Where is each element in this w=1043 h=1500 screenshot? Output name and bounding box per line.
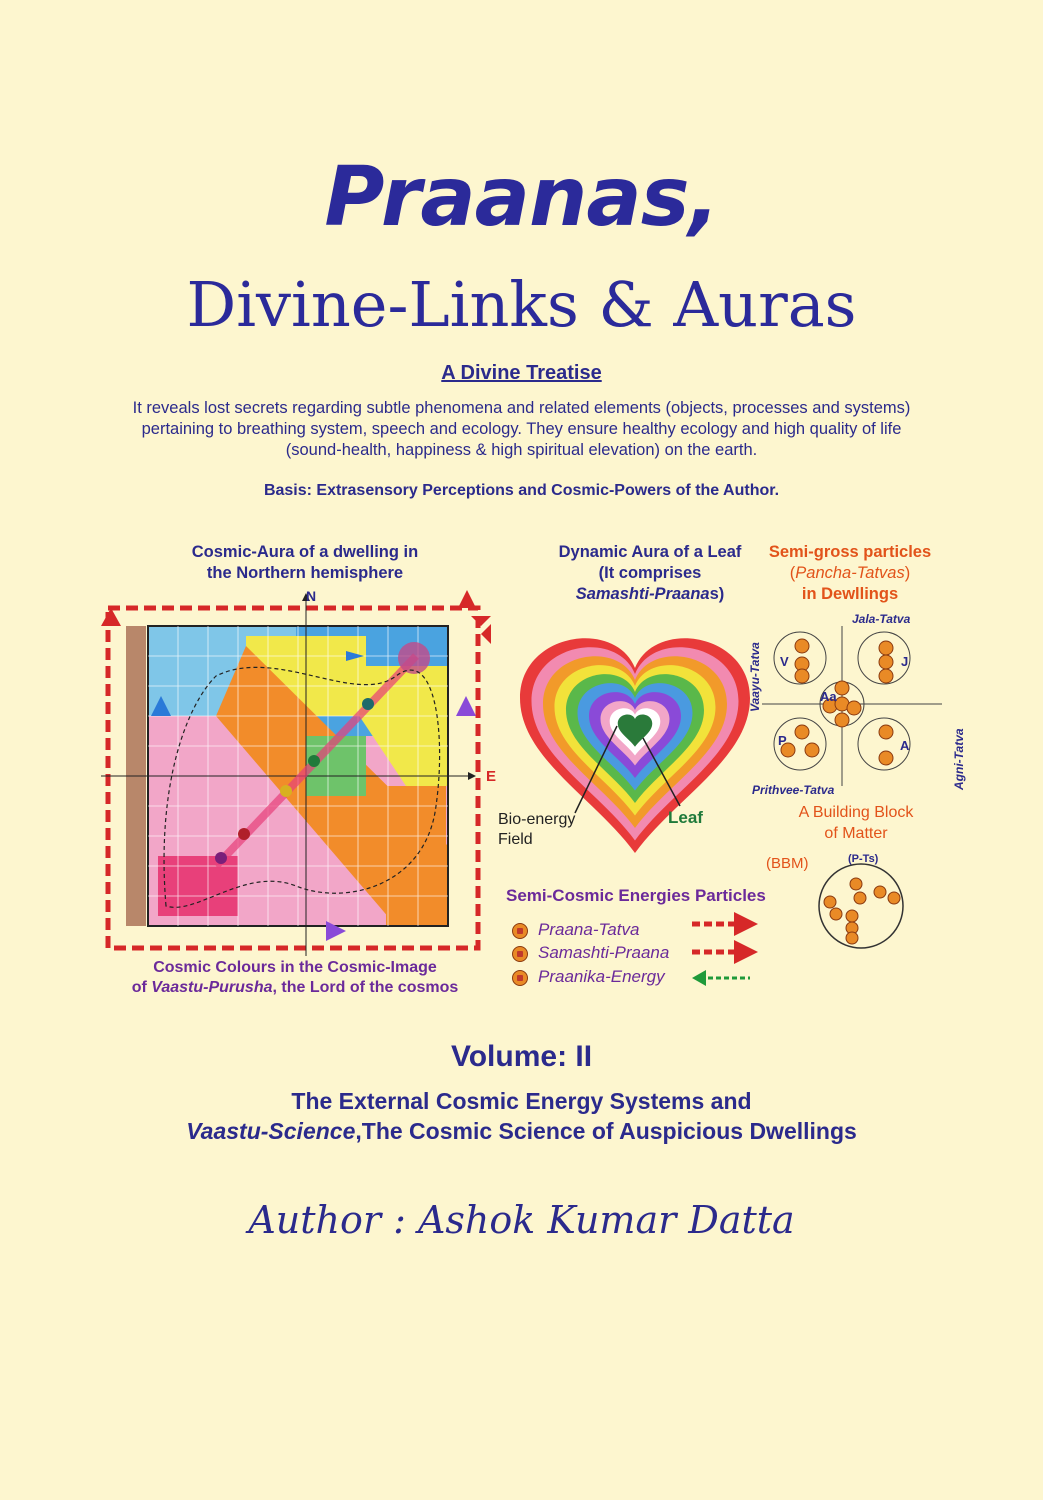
a-label: A (900, 738, 910, 753)
volume-heading: Volume: II (450, 1040, 593, 1073)
paren-close: ) (904, 564, 911, 582)
east-label: E (486, 768, 497, 785)
right-caption-line3: in Dewllings (801, 585, 899, 603)
description-text: It reveals lost secrets regarding subtle phenomena and related elements (objects, processes and systems) pertaining to breathing system, speech and ecology. They ensure healthy ecology and high quality of life (sound-health, happiness & high spiritual elevation) on the earth. (132, 399, 911, 459)
left-caption-line2: the Northern hemisphere (206, 564, 404, 582)
legend-arrows (688, 906, 768, 990)
middle-caption-line1: Dynamic Aura of a Leaf (558, 543, 742, 561)
middle-caption-line3 (520, 584, 780, 605)
bottom-caption-prefix: of (131, 979, 152, 996)
pancha-tatvas-text: Pancha-Tatvas (795, 564, 905, 582)
bbm-line1: A Building Block (798, 804, 914, 821)
right-caption-line1: Semi-gross particles (768, 543, 932, 561)
bottom-caption-line1: Cosmic Colours in the Cosmic-Image (153, 959, 437, 976)
legend-label: Praanika-Energy (538, 967, 665, 986)
bio-energy-line2: Field (498, 831, 533, 848)
right-caption-line2 (745, 563, 955, 584)
bbm-label: (BBM) (766, 855, 809, 872)
book-subtitle: Divine-Links & Auras (186, 268, 857, 341)
middle-figure-caption (520, 542, 780, 605)
legend-title: Semi-Cosmic Energies Particles (506, 886, 766, 905)
vaastu-science-text: Vaastu-Science (186, 1118, 356, 1144)
bio-energy-line1: Bio-energy (498, 811, 576, 828)
vaayu-tatva-label: Vaayu-Tatva (748, 642, 762, 712)
legend-item-praanika-energy (512, 967, 665, 987)
middle-caption-line2: (It comprises (598, 564, 702, 582)
bottom-caption-line2 (100, 978, 490, 998)
samashti-praana-particle-icon (512, 946, 528, 962)
right-figure-caption (745, 542, 955, 605)
p-label: P (778, 733, 787, 748)
left-figure-caption (150, 542, 460, 584)
v-label: V (780, 654, 789, 669)
volume-desc-suffix: ,The Cosmic Science of Auspicious Dwellings (355, 1118, 857, 1144)
prithvee-tatva-label: Prithvee-Tatva (752, 783, 835, 797)
bbm-line2: of Matter (824, 825, 888, 842)
bottom-caption-suffix: , the Lord of the cosmos (272, 979, 459, 996)
basis-text: Basis: Extrasensory Perceptions and Cosmic-Powers of the Author. (263, 482, 780, 499)
paren-open: ( (789, 564, 796, 582)
samashti-praana-text: Samashti-Praana (575, 585, 710, 603)
legend-label: Samashti-Praana (538, 943, 670, 962)
legend-label: Praana-Tatva (538, 920, 640, 939)
cosmic-aura-diagram (96, 586, 501, 966)
middle-caption-suffix: s) (709, 585, 725, 603)
treatise-heading: A Divine Treatise (441, 362, 602, 384)
bbm-cluster-diagram (808, 862, 914, 950)
volume-desc-line1: The External Cosmic Energy Systems and (291, 1088, 752, 1114)
praanika-energy-particle-icon (512, 970, 528, 986)
book-title: Praanas, (324, 150, 719, 245)
pancha-tatva-diagram (762, 626, 944, 786)
left-caption-line1: Cosmic-Aura of a dwelling in (191, 543, 419, 561)
bio-energy-label (498, 810, 575, 850)
volume-desc-line2 (0, 1118, 1043, 1145)
bbm-caption (776, 802, 936, 844)
jala-tatva-label: Jala-Tatva (852, 612, 911, 626)
vaastu-purusha-text: Vaastu-Purusha (151, 979, 273, 996)
j-label: J (901, 654, 909, 669)
praana-tatva-particle-icon (512, 923, 528, 939)
agni-tatva-label: Agni-Tatva (952, 728, 966, 790)
aa-label: Aa (820, 689, 837, 704)
north-label: N (306, 588, 317, 604)
leaf-label: Leaf (668, 808, 703, 827)
left-figure-bottom-caption (100, 958, 490, 998)
legend-item-samashti-praana (512, 943, 669, 963)
pts-label: (P-Ts) (848, 853, 879, 865)
author-name: Author : Ashok Kumar Datta (248, 1198, 795, 1242)
legend-item-praana-tatva (512, 920, 639, 940)
